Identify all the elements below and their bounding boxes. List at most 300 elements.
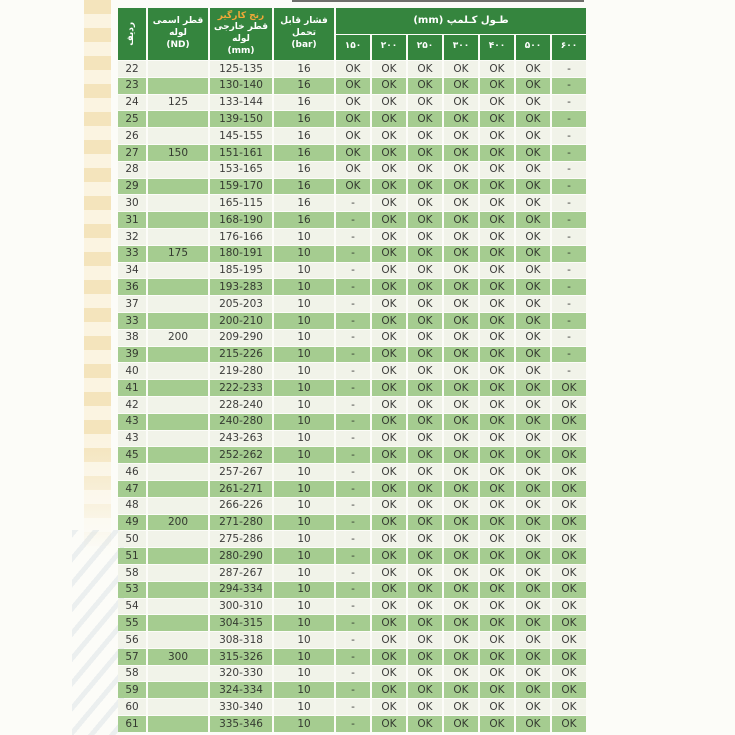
clamp-400-cell: OK (480, 548, 514, 564)
pressure-cell: 10 (274, 313, 334, 329)
clamp-500-cell: OK (516, 313, 550, 329)
range-label-line1: رنج کارگیر (217, 10, 265, 21)
clamp-150-cell: OK (336, 145, 370, 161)
clamp-300-cell: OK (444, 666, 478, 682)
row-number-cell: 54 (118, 599, 146, 615)
row-number-cell: 49 (118, 515, 146, 531)
clamp-150-cell: - (336, 632, 370, 648)
od-range-cell: 257-267 (210, 464, 272, 480)
clamp-300-cell: OK (444, 78, 478, 94)
clamp-200-cell: OK (372, 279, 406, 295)
header-clamp-400: ۴۰۰ (480, 35, 514, 61)
clamp-400-cell: OK (480, 447, 514, 463)
clamp-150-cell: OK (336, 95, 370, 111)
clamp-600-cell: - (552, 246, 586, 262)
nd-label-line1: قطر اسمی لوله (152, 16, 204, 39)
table-row (118, 515, 586, 531)
clamp-500-cell: OK (516, 582, 550, 598)
table-row (118, 481, 586, 497)
clamp-600-cell: OK (552, 397, 586, 413)
clamp-150-cell: - (336, 296, 370, 312)
pressure-cell: 16 (274, 145, 334, 161)
pressure-cell: 10 (274, 531, 334, 547)
pressure-cell: 10 (274, 229, 334, 245)
clamp-400-cell: OK (480, 313, 514, 329)
clamp-250-cell: OK (408, 447, 442, 463)
pressure-cell: 10 (274, 263, 334, 279)
clamp-400-cell: OK (480, 279, 514, 295)
clamp-200-cell: OK (372, 313, 406, 329)
header-pressure (274, 8, 334, 60)
row-number-cell: 48 (118, 498, 146, 514)
clamp-500-cell: OK (516, 246, 550, 262)
table-row (118, 229, 586, 245)
clamp-250-cell: OK (408, 565, 442, 581)
clamp-200-cell: OK (372, 229, 406, 245)
pressure-cell: 10 (274, 431, 334, 447)
row-number-cell: 43 (118, 414, 146, 430)
clamp-300-cell: OK (444, 330, 478, 346)
header-clamp-500: ۵۰۰ (516, 35, 550, 61)
clamp-600-cell: OK (552, 515, 586, 531)
clamp-300-cell: OK (444, 128, 478, 144)
pressure-label-line2: (bar) (291, 39, 317, 50)
od-range-cell: 308-318 (210, 632, 272, 648)
pressure-cell: 10 (274, 716, 334, 732)
clamp-250-cell: OK (408, 615, 442, 631)
pipe-clamp-size-table (116, 7, 588, 733)
nd-cell (148, 531, 208, 547)
pressure-cell: 10 (274, 330, 334, 346)
clamp-400-cell: OK (480, 414, 514, 430)
clamp-400-cell: OK (480, 78, 514, 94)
clamp-300-cell: OK (444, 380, 478, 396)
clamp-300-cell: OK (444, 632, 478, 648)
clamp-150-cell: OK (336, 78, 370, 94)
clamp-250-cell: OK (408, 363, 442, 379)
clamp-150-cell: OK (336, 61, 370, 77)
row-number-cell: 58 (118, 666, 146, 682)
clamp-300-cell: OK (444, 263, 478, 279)
table-row (118, 296, 586, 312)
od-range-cell: 266-226 (210, 498, 272, 514)
pressure-cell: 10 (274, 649, 334, 665)
row-number-cell: 24 (118, 95, 146, 111)
od-range-cell: 130-140 (210, 78, 272, 94)
clamp-150-cell: - (336, 481, 370, 497)
od-range-cell: 193-283 (210, 279, 272, 295)
table-row (118, 111, 586, 127)
clamp-600-cell: - (552, 61, 586, 77)
od-range-cell: 228-240 (210, 397, 272, 413)
table-row (118, 531, 586, 547)
clamp-500-cell: OK (516, 682, 550, 698)
clamp-300-cell: OK (444, 431, 478, 447)
clamp-600-cell: OK (552, 498, 586, 514)
clamp-150-cell: - (336, 531, 370, 547)
clamp-300-cell: OK (444, 649, 478, 665)
table-row (118, 431, 586, 447)
pressure-cell: 10 (274, 363, 334, 379)
table-row (118, 61, 586, 77)
nd-cell (148, 128, 208, 144)
table-row (118, 179, 586, 195)
clamp-500-cell: OK (516, 649, 550, 665)
clamp-150-cell: - (336, 279, 370, 295)
clamp-600-cell: - (552, 296, 586, 312)
nd-cell (148, 699, 208, 715)
clamp-250-cell: OK (408, 632, 442, 648)
clamp-600-cell: OK (552, 615, 586, 631)
clamp-600-cell: - (552, 212, 586, 228)
nd-cell (148, 682, 208, 698)
pressure-cell: 10 (274, 515, 334, 531)
clamp-400-cell: OK (480, 330, 514, 346)
clamp-600-cell: OK (552, 699, 586, 715)
table-row (118, 464, 586, 480)
row-number-cell: 40 (118, 363, 146, 379)
clamp-500-cell: OK (516, 380, 550, 396)
range-label-line3: (mm) (227, 45, 255, 56)
row-number-cell: 32 (118, 229, 146, 245)
clamp-250-cell: OK (408, 313, 442, 329)
clamp-500-cell: OK (516, 699, 550, 715)
table-row (118, 447, 586, 463)
nd-cell (148, 78, 208, 94)
clamp-200-cell: OK (372, 548, 406, 564)
clamp-600-cell: OK (552, 666, 586, 682)
clamp-200-cell: OK (372, 95, 406, 111)
clamp-400-cell: OK (480, 599, 514, 615)
row-number-cell: 61 (118, 716, 146, 732)
od-range-cell: 315-326 (210, 649, 272, 665)
nd-cell (148, 380, 208, 396)
clamp-200-cell: OK (372, 447, 406, 463)
row-number-cell: 46 (118, 464, 146, 480)
clamp-200-cell: OK (372, 145, 406, 161)
od-range-cell: 209-290 (210, 330, 272, 346)
clamp-150-cell: - (336, 582, 370, 598)
clamp-150-cell: - (336, 431, 370, 447)
nd-cell: 200 (148, 330, 208, 346)
pressure-cell: 10 (274, 666, 334, 682)
clamp-200-cell: OK (372, 347, 406, 363)
clamp-250-cell: OK (408, 279, 442, 295)
clamp-600-cell: OK (552, 649, 586, 665)
pressure-cell: 10 (274, 548, 334, 564)
nd-cell (148, 363, 208, 379)
scan-edge-line (292, 0, 584, 2)
od-range-cell: 139-150 (210, 111, 272, 127)
clamp-500-cell: OK (516, 330, 550, 346)
pressure-cell: 16 (274, 78, 334, 94)
clamp-300-cell: OK (444, 498, 478, 514)
row-number-cell: 31 (118, 212, 146, 228)
clamp-200-cell: OK (372, 498, 406, 514)
table-row (118, 363, 586, 379)
clamp-500-cell: OK (516, 464, 550, 480)
clamp-400-cell: OK (480, 128, 514, 144)
clamp-250-cell: OK (408, 330, 442, 346)
clamp-250-cell: OK (408, 649, 442, 665)
nd-cell (148, 615, 208, 631)
od-range-cell: 125-135 (210, 61, 272, 77)
clamp-600-cell: OK (552, 582, 586, 598)
pressure-cell: 10 (274, 296, 334, 312)
od-range-cell: 205-203 (210, 296, 272, 312)
clamp-400-cell: OK (480, 716, 514, 732)
clamp-300-cell: OK (444, 515, 478, 531)
clamp-400-cell: OK (480, 699, 514, 715)
row-number-cell: 33 (118, 246, 146, 262)
clamp-250-cell: OK (408, 431, 442, 447)
clamp-150-cell: - (336, 447, 370, 463)
clamp-150-cell: - (336, 212, 370, 228)
pressure-cell: 16 (274, 128, 334, 144)
nd-cell (148, 279, 208, 295)
od-range-cell: 185-195 (210, 263, 272, 279)
od-range-cell: 159-170 (210, 179, 272, 195)
clamp-250-cell: OK (408, 229, 442, 245)
row-number-cell: 34 (118, 263, 146, 279)
clamp-600-cell: - (552, 95, 586, 111)
row-number-cell: 23 (118, 78, 146, 94)
clamp-500-cell: OK (516, 363, 550, 379)
clamp-200-cell: OK (372, 162, 406, 178)
clamp-300-cell: OK (444, 111, 478, 127)
od-range-cell: 200-210 (210, 313, 272, 329)
pressure-cell: 16 (274, 111, 334, 127)
clamp-600-cell: OK (552, 531, 586, 547)
pressure-cell: 10 (274, 615, 334, 631)
clamp-300-cell: OK (444, 397, 478, 413)
clamp-150-cell: - (336, 380, 370, 396)
row-number-cell: 50 (118, 531, 146, 547)
clamp-500-cell: OK (516, 229, 550, 245)
header-clamp-length-group: طـول کـلمپ (mm) (336, 8, 586, 34)
od-range-cell: 219-280 (210, 363, 272, 379)
table-row (118, 347, 586, 363)
clamp-200-cell: OK (372, 195, 406, 211)
nd-cell: 300 (148, 649, 208, 665)
clamp-150-cell: - (336, 263, 370, 279)
clamp-150-cell: - (336, 313, 370, 329)
clamp-300-cell: OK (444, 699, 478, 715)
header-working-range (210, 8, 272, 60)
table-row (118, 582, 586, 598)
clamp-500-cell: OK (516, 162, 550, 178)
clamp-500-cell: OK (516, 212, 550, 228)
clamp-250-cell: OK (408, 498, 442, 514)
nd-cell (148, 162, 208, 178)
nd-cell: 175 (148, 246, 208, 262)
clamp-150-cell: - (336, 666, 370, 682)
clamp-200-cell: OK (372, 397, 406, 413)
clamp-150-cell: - (336, 699, 370, 715)
clamp-400-cell: OK (480, 296, 514, 312)
nd-cell (148, 548, 208, 564)
clamp-400-cell: OK (480, 582, 514, 598)
od-range-cell: 330-340 (210, 699, 272, 715)
clamp-400-cell: OK (480, 111, 514, 127)
header-row-index-label: ردیف (126, 22, 137, 46)
clamp-200-cell: OK (372, 263, 406, 279)
nd-cell (148, 716, 208, 732)
clamp-250-cell: OK (408, 716, 442, 732)
clamp-400-cell: OK (480, 481, 514, 497)
clamp-150-cell: - (336, 464, 370, 480)
nd-cell (148, 263, 208, 279)
clamp-400-cell: OK (480, 431, 514, 447)
pressure-cell: 10 (274, 414, 334, 430)
clamp-150-cell: OK (336, 162, 370, 178)
nd-cell: 200 (148, 515, 208, 531)
clamp-500-cell: OK (516, 95, 550, 111)
nd-cell (148, 498, 208, 514)
od-range-cell: 153-165 (210, 162, 272, 178)
clamp-200-cell: OK (372, 380, 406, 396)
clamp-250-cell: OK (408, 397, 442, 413)
clamp-600-cell: - (552, 179, 586, 195)
nd-cell (148, 431, 208, 447)
nd-cell (148, 313, 208, 329)
table-row (118, 565, 586, 581)
row-number-cell: 26 (118, 128, 146, 144)
clamp-150-cell: - (336, 414, 370, 430)
nd-cell (148, 347, 208, 363)
clamp-400-cell: OK (480, 263, 514, 279)
clamp-500-cell: OK (516, 599, 550, 615)
clamp-500-cell: OK (516, 615, 550, 631)
clamp-250-cell: OK (408, 699, 442, 715)
clamp-250-cell: OK (408, 145, 442, 161)
row-number-cell: 37 (118, 296, 146, 312)
clamp-200-cell: OK (372, 212, 406, 228)
clamp-400-cell: OK (480, 682, 514, 698)
header-clamp-600: ۶۰۰ (552, 35, 586, 61)
clamp-200-cell: OK (372, 599, 406, 615)
clamp-200-cell: OK (372, 649, 406, 665)
clamp-500-cell: OK (516, 195, 550, 211)
clamp-400-cell: OK (480, 397, 514, 413)
od-range-cell: 280-290 (210, 548, 272, 564)
od-range-cell: 222-233 (210, 380, 272, 396)
row-number-cell: 41 (118, 380, 146, 396)
clamp-600-cell: - (552, 347, 586, 363)
clamp-600-cell: - (552, 229, 586, 245)
clamp-500-cell: OK (516, 531, 550, 547)
clamp-300-cell: OK (444, 61, 478, 77)
clamp-300-cell: OK (444, 615, 478, 631)
clamp-400-cell: OK (480, 61, 514, 77)
clamp-250-cell: OK (408, 599, 442, 615)
clamp-200-cell: OK (372, 582, 406, 598)
table-row (118, 313, 586, 329)
row-number-cell: 53 (118, 582, 146, 598)
row-number-cell: 28 (118, 162, 146, 178)
clamp-250-cell: OK (408, 548, 442, 564)
header-row-main (118, 8, 586, 34)
clamp-200-cell: OK (372, 414, 406, 430)
clamp-600-cell: - (552, 145, 586, 161)
clamp-400-cell: OK (480, 162, 514, 178)
od-range-cell: 145-155 (210, 128, 272, 144)
clamp-150-cell: - (336, 615, 370, 631)
clamp-300-cell: OK (444, 414, 478, 430)
clamp-400-cell: OK (480, 212, 514, 228)
clamp-300-cell: OK (444, 195, 478, 211)
table-row (118, 649, 586, 665)
od-range-cell: 294-334 (210, 582, 272, 598)
clamp-600-cell: - (552, 330, 586, 346)
nd-cell (148, 229, 208, 245)
clamp-400-cell: OK (480, 179, 514, 195)
row-number-cell: 55 (118, 615, 146, 631)
table-row (118, 380, 586, 396)
clamp-250-cell: OK (408, 515, 442, 531)
row-number-cell: 58 (118, 565, 146, 581)
clamp-250-cell: OK (408, 212, 442, 228)
clamp-250-cell: OK (408, 582, 442, 598)
nd-cell (148, 397, 208, 413)
table-row (118, 498, 586, 514)
pressure-cell: 16 (274, 95, 334, 111)
nd-cell (148, 61, 208, 77)
clamp-500-cell: OK (516, 447, 550, 463)
clamp-150-cell: OK (336, 179, 370, 195)
clamp-200-cell: OK (372, 363, 406, 379)
table-row (118, 246, 586, 262)
clamp-300-cell: OK (444, 229, 478, 245)
od-range-cell: 275-286 (210, 531, 272, 547)
pressure-cell: 10 (274, 279, 334, 295)
row-number-cell: 25 (118, 111, 146, 127)
header-row-index (118, 8, 146, 60)
clamp-500-cell: OK (516, 296, 550, 312)
clamp-200-cell: OK (372, 699, 406, 715)
clamp-250-cell: OK (408, 296, 442, 312)
od-range-cell: 165-115 (210, 195, 272, 211)
od-range-cell: 300-310 (210, 599, 272, 615)
nd-cell (148, 212, 208, 228)
nd-cell (148, 481, 208, 497)
clamp-300-cell: OK (444, 682, 478, 698)
pressure-cell: 10 (274, 632, 334, 648)
table-row (118, 128, 586, 144)
table-body (118, 61, 586, 732)
clamp-200-cell: OK (372, 515, 406, 531)
table-row (118, 632, 586, 648)
od-range-cell: 176-166 (210, 229, 272, 245)
clamp-600-cell: OK (552, 464, 586, 480)
clamp-600-cell: OK (552, 548, 586, 564)
clamp-250-cell: OK (408, 682, 442, 698)
nd-cell (148, 666, 208, 682)
od-range-cell: 215-226 (210, 347, 272, 363)
clamp-200-cell: OK (372, 481, 406, 497)
clamp-600-cell: - (552, 363, 586, 379)
clamp-500-cell: OK (516, 279, 550, 295)
od-range-cell: 252-262 (210, 447, 272, 463)
clamp-500-cell: OK (516, 397, 550, 413)
nd-cell (148, 464, 208, 480)
pressure-cell: 10 (274, 599, 334, 615)
clamp-300-cell: OK (444, 313, 478, 329)
pressure-cell: 10 (274, 498, 334, 514)
od-range-cell: 324-334 (210, 682, 272, 698)
clamp-600-cell: - (552, 162, 586, 178)
header-clamp-200: ۲۰۰ (372, 35, 406, 61)
